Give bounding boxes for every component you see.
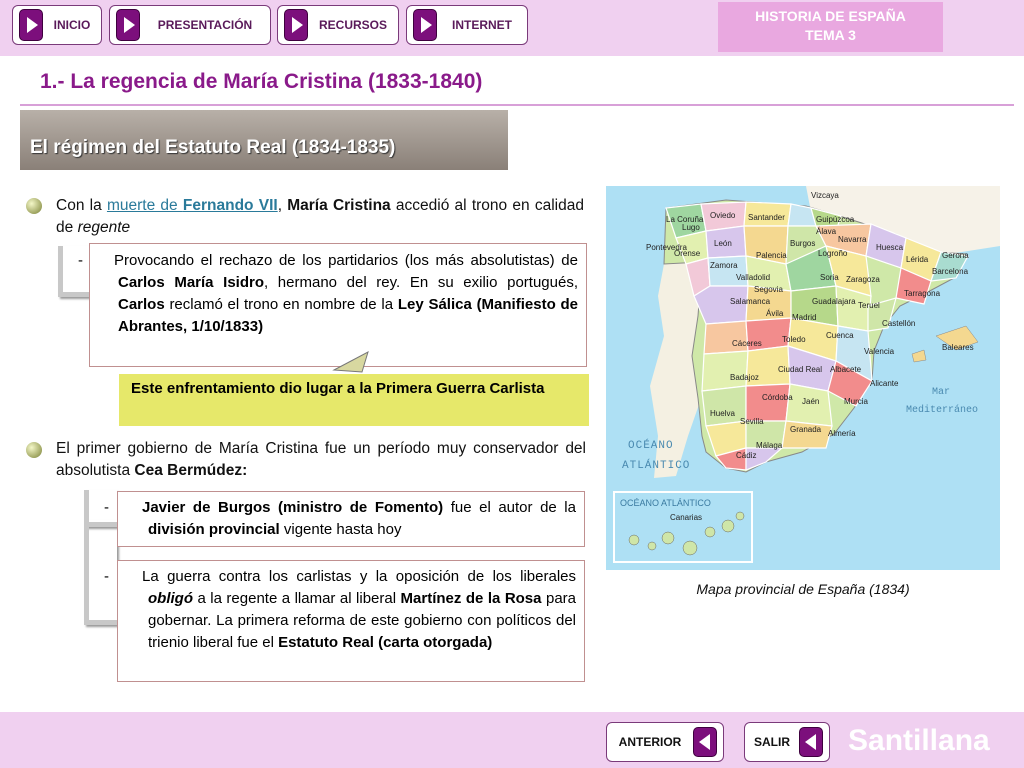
province-label: Burgos [790, 239, 816, 248]
province-label: Álava [816, 227, 837, 236]
link-text-bold: Fernando VII [182, 197, 278, 214]
nav-button-internet[interactable] [406, 5, 528, 45]
province-label: Sevilla [740, 417, 764, 426]
bold-text: Carlos [118, 296, 165, 313]
gobierno-paragraph [56, 438, 586, 482]
text: reclamó el trono en nombre de la [164, 296, 398, 313]
text: a la regente a llamar al liberal [193, 590, 401, 607]
nav-button-inicio[interactable] [12, 5, 102, 45]
pointer-arrow-icon [332, 350, 372, 374]
province-label: Barcelona [932, 267, 969, 276]
topic-badge [718, 2, 943, 52]
nav-label: RECURSOS [318, 18, 387, 32]
province-label: Valencia [864, 347, 895, 356]
text: La guerra contra los carlistas y la oposición de los liberales [142, 568, 576, 585]
nav-label: INTERNET [452, 18, 512, 32]
province-label: Córdoba [762, 393, 793, 402]
province-label: Lérida [906, 255, 929, 264]
province-label: Oviedo [710, 211, 736, 220]
province-label: Salamanca [730, 297, 771, 306]
province-label: Palencia [756, 251, 787, 260]
text: Con la [56, 197, 107, 214]
bold-text: Javier de Burgos (ministro de Fomento) [142, 499, 444, 516]
province-label: Valladolid [736, 273, 771, 282]
text: , hermano del rey. En su exilio portugués, [264, 274, 578, 291]
bullet-icon [26, 442, 42, 458]
connector-arrow [58, 246, 89, 297]
text: para gobernar. La primera reforma de este gobierno con políticos del trienio liberal fue el [148, 590, 576, 651]
italic-text: regente [77, 219, 131, 236]
link-text: muerte de [106, 197, 183, 214]
title-divider [20, 104, 1014, 106]
province-label: Guadalajara [812, 297, 856, 306]
province-label: Santander [748, 213, 785, 222]
province-label: Cádiz [736, 451, 757, 460]
province-label: Teruel [858, 301, 880, 310]
province-label: Huelva [710, 409, 735, 418]
bold-text: Estatuto Real (carta otorgada) [278, 634, 493, 651]
province-label: Orense [674, 249, 701, 258]
publisher-logo: Santillana [848, 724, 990, 757]
province-label: Ciudad Real [778, 365, 823, 374]
province-label: Lugo [682, 223, 700, 232]
previous-button[interactable] [606, 722, 724, 762]
province-label: La Coruña [666, 215, 704, 224]
conflict-callout: Este enfrentamiento dio lugar a la Primera Guerra Carlista [119, 374, 589, 426]
sea-label: ATLÁNTICO [622, 460, 691, 472]
province-label: Guipúzcoa [816, 215, 855, 224]
button-label: ANTERIOR [618, 735, 682, 749]
inset-label: Canarias [670, 513, 703, 522]
connector-arrow [84, 520, 117, 625]
text: , [277, 197, 288, 214]
province-label: Albacete [830, 365, 862, 374]
bold-text: Cea Bermúdez: [134, 462, 248, 479]
text: vigente hasta hoy [279, 521, 402, 538]
bullet-icon [26, 198, 42, 214]
play-icon [284, 9, 308, 41]
province-label: Soria [820, 273, 839, 282]
text: El primer gobierno de María Cristina fue un período muy conservador del absolutista [56, 440, 586, 479]
topic-number: TEMA 3 [805, 27, 856, 43]
text: Provocando el rechazo de los partidarios (los más absolutistas) de [114, 252, 578, 269]
text: fue el autor de la [443, 499, 576, 516]
text: accedió al trono en calidad de [56, 197, 584, 236]
nav-button-recursos[interactable] [277, 5, 399, 45]
province-label: Cuenca [826, 331, 854, 340]
province-label: Zaragoza [846, 275, 880, 284]
back-arrow-icon [693, 727, 717, 757]
box-estatuto: - La guerra contra los carlistas y la oposición de los liberales obligó a la regente a llamar al liberal Martínez de la Rosa para gobernar. La primera reforma de este gobierno con políticos del trienio liberal fue el Estatuto Real (carta otorgada) [117, 560, 585, 682]
section-subtitle: El régimen del Estatuto Real (1834-1835) [30, 137, 396, 158]
exit-button[interactable] [744, 722, 830, 762]
province-label: Granada [790, 425, 822, 434]
page-title: 1.- La regencia de María Cristina (1833-1840) [40, 70, 483, 93]
inset-title: OCÉANO ATLÁNTICO [620, 498, 711, 508]
box-carlos: - Provocando el rechazo de los partidarios (los más absolutistas) de Carlos María Isidro, hermano del rey. En su exilio portugués, Carlos reclamó el trono en nombre de la Ley Sálica (Manifiesto de Abrantes, 1/10/1833) [89, 243, 587, 367]
province-label: León [714, 239, 732, 248]
sea-label: Mar [932, 387, 951, 398]
nav-label: INICIO [53, 18, 91, 32]
province-label: Gerona [942, 251, 969, 260]
province-label: Pontevedra [646, 243, 687, 252]
province-label: Badajoz [730, 373, 759, 382]
topic-subject: HISTORIA DE ESPAÑA [755, 8, 906, 24]
province-label: Baleares [942, 343, 974, 352]
province-label: Segovia [754, 285, 783, 294]
button-label: SALIR [754, 735, 790, 749]
play-icon [19, 9, 43, 41]
province-label: Ávila [766, 309, 784, 318]
bold-italic-text: obligó [148, 590, 193, 607]
province-label: Alicante [870, 379, 899, 388]
province-label: Toledo [782, 335, 806, 344]
intro-paragraph [56, 195, 584, 239]
province-label: Murcia [844, 397, 869, 406]
province-label: Castellón [882, 319, 916, 328]
province-label: Zamora [710, 261, 738, 270]
bold-text: división provincial [148, 521, 280, 538]
muerte-link[interactable] [107, 197, 278, 214]
back-arrow-icon [799, 727, 823, 757]
province-label: Málaga [756, 441, 783, 450]
province-label: Jaén [802, 397, 820, 406]
sea-label: Mediterráneo [906, 405, 979, 416]
province-label: Vizcaya [811, 191, 839, 200]
province-label: Tarragona [904, 289, 941, 298]
bold-text: Carlos María Isidro [118, 274, 264, 291]
nav-label: PRESENTACIÓN [157, 18, 253, 32]
bold-text: Ley Sálica (Manifiesto de Abrantes, 1/10/1833) [118, 296, 578, 335]
province-label: Huesca [876, 243, 904, 252]
map-caption: Mapa provincial de España (1834) [696, 581, 910, 597]
nav-button-presentacion[interactable] [109, 5, 271, 45]
map-graphic [606, 186, 1000, 570]
province-label: Almería [828, 429, 856, 438]
province-map [606, 186, 1000, 570]
province-label: Cáceres [732, 339, 762, 348]
sea-label: OCÉANO [628, 440, 674, 452]
bold-text: María Cristina [287, 197, 391, 214]
province-label: Madrid [792, 313, 817, 322]
province-label: Logroño [818, 249, 848, 258]
play-icon [116, 9, 140, 41]
play-icon [413, 9, 437, 41]
bold-text: Martínez de la Rosa [400, 590, 542, 607]
box-burgos: - Javier de Burgos (ministro de Fomento) fue el autor de la división provincial vigente hasta hoy [117, 491, 585, 547]
province-label: Navarra [838, 235, 867, 244]
